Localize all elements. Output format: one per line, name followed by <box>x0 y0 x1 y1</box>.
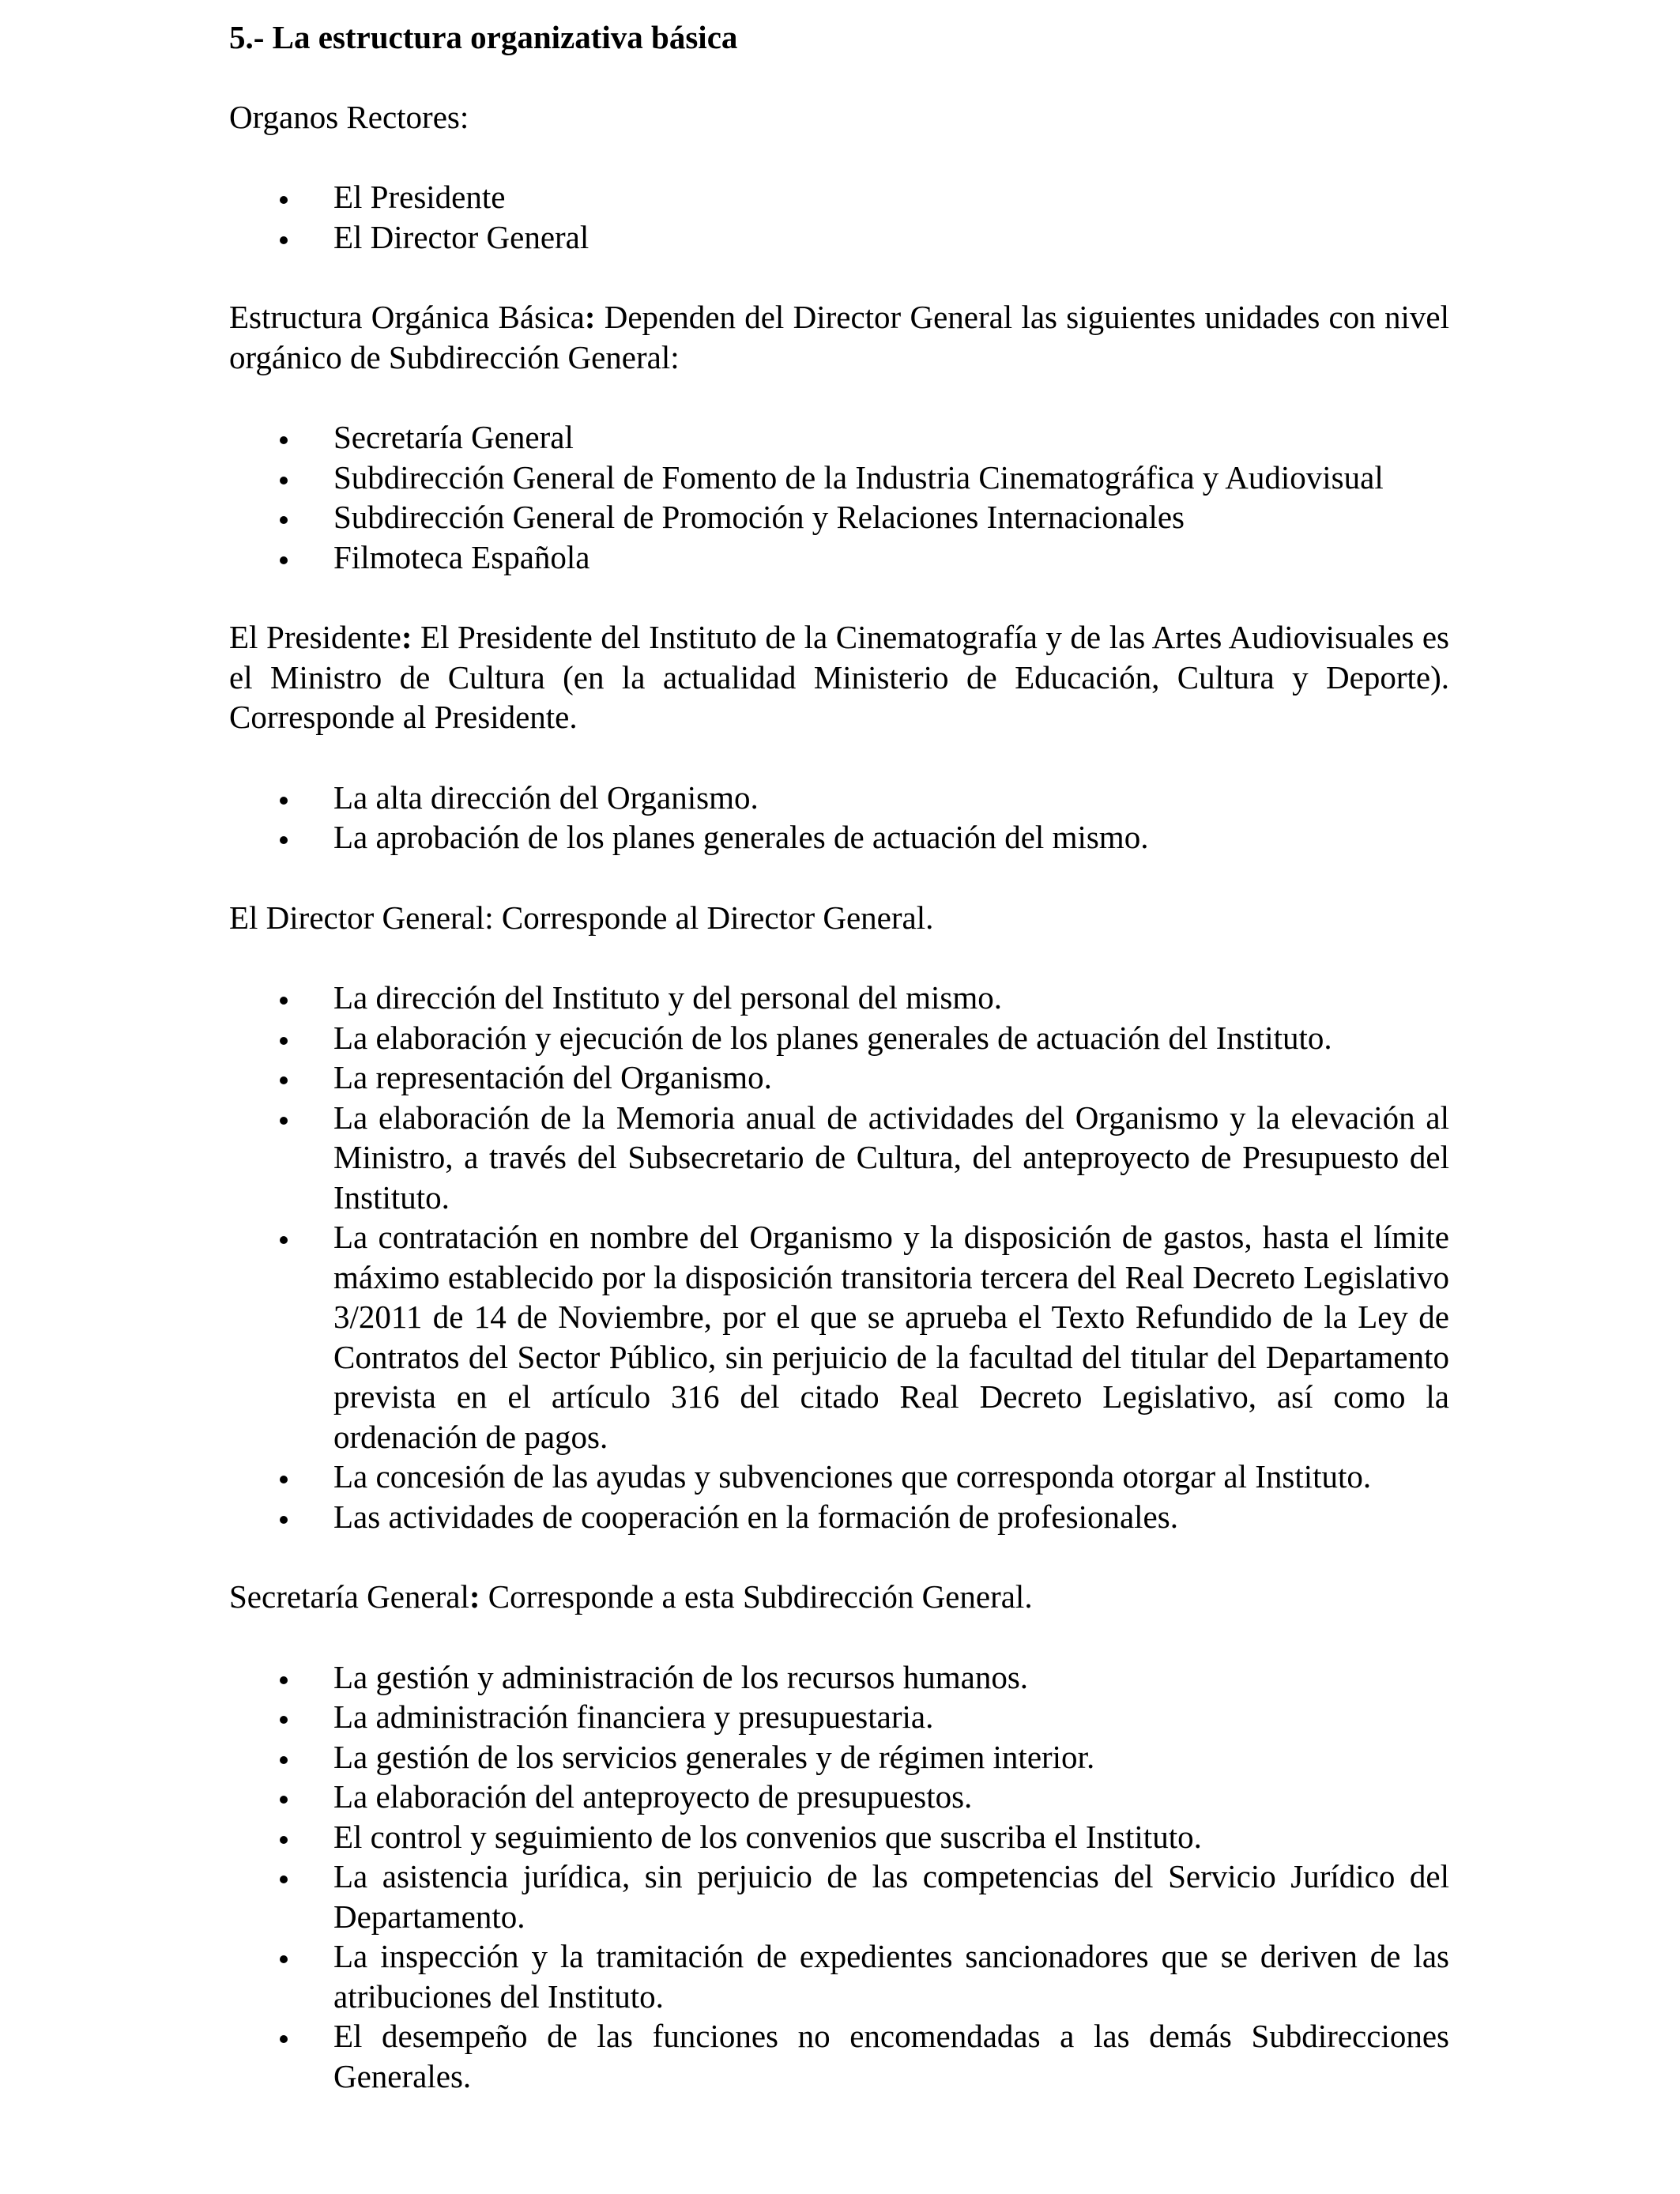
list-item: Subdirección General de Promoción y Relaciones Internacionales <box>333 499 1185 535</box>
list-item: La aprobación de los planes generales de actuación del mismo. <box>333 819 1149 855</box>
secretaria-paragraph <box>229 1577 1449 1617</box>
list-item: El Presidente <box>333 179 506 215</box>
list-item: La elaboración y ejecución de los planes generales de actuación del Instituto. <box>333 1019 1332 1056</box>
presidente-text: El Presidente del Instituto de la Cinematografía y de las Artes Audiovisuales es el Ministro de Cultura (en la actualidad Ministerio de Educación, Cultura y Deporte). Corresponde al Presidente. <box>229 619 1450 735</box>
list-item: La inspección y la tramitación de expedientes sancionadores que se deriven de las atribuciones del Instituto. <box>333 1938 1449 2015</box>
secretaria-colon: : <box>469 1578 480 1615</box>
organos-list <box>229 177 1449 257</box>
estructura-list <box>229 417 1449 577</box>
list-item: La dirección del Instituto y del personal del mismo. <box>333 979 1002 1016</box>
list-item: Filmoteca Española <box>333 538 590 575</box>
estructura-colon: : <box>584 299 596 335</box>
secretaria-text: Corresponde a esta Subdirección General. <box>480 1578 1033 1615</box>
list-item: El control y seguimiento de los convenios que suscriba el Instituto. <box>333 1818 1202 1855</box>
list-item: La asistencia jurídica, sin perjuicio de las competencias del Servicio Jurídico del Departamento. <box>333 1858 1449 1935</box>
list-item: La gestión de los servicios generales y de régimen interior. <box>333 1738 1095 1775</box>
document-page <box>229 17 1449 2136</box>
section-title: 5.- La estructura organizativa básica <box>229 19 738 55</box>
estructura-text: Dependen del Director General las siguientes unidades con nivel orgánico de Subdirección General: <box>229 299 1450 375</box>
list-item: La elaboración del anteproyecto de presupuestos. <box>333 1778 973 1815</box>
presidente-list <box>229 778 1449 858</box>
presidente-lead: El Presidente <box>229 619 401 655</box>
list-item: Secretaría General <box>333 419 574 455</box>
list-item: El desempeño de las funciones no encomendadas a las demás Subdirecciones Generales. <box>333 2018 1449 2094</box>
list-item: Las actividades de cooperación en la formación de profesionales. <box>333 1498 1178 1535</box>
list-item: La contratación en nombre del Organismo y la disposición de gastos, hasta el límite máximo establecido por la disposición transitoria tercera del Real Decreto Legislativo 3/2011 de 14 de Noviembre, por el que se aprueba el Texto Refundido de la Ley de Contratos del Sector Público, sin perjuicio de la facultad del titular del Departamento prevista en el artículo 316 del citado Real Decreto Legislativo, así como la ordenación de pagos. <box>333 1219 1449 1455</box>
list-item: La representación del Organismo. <box>333 1059 772 1095</box>
director-list <box>229 978 1449 1536</box>
list-item: La gestión y administración de los recursos humanos. <box>333 1658 1029 1695</box>
director-paragraph: El Director General: Corresponde al Director General. <box>229 899 934 936</box>
presidente-colon: : <box>401 619 412 655</box>
list-item: La alta dirección del Organismo. <box>333 778 759 816</box>
list-item: El Director General <box>333 218 590 255</box>
secretaria-list <box>229 1657 1449 2097</box>
estructura-paragraph <box>229 297 1449 377</box>
estructura-lead: Estructura Orgánica Básica <box>229 299 585 335</box>
presidente-paragraph <box>229 617 1449 737</box>
organos-heading: Organos Rectores: <box>229 98 469 135</box>
list-item: La elaboración de la Memoria anual de actividades del Organismo y la elevación al Ministro, a través del Subsecretario de Cultura, del anteproyecto de Presupuesto del Instituto. <box>333 1099 1449 1216</box>
secretaria-lead: Secretaría General <box>229 1578 469 1615</box>
list-item: La concesión de las ayudas y subvenciones que corresponda otorgar al Instituto. <box>333 1458 1372 1495</box>
list-item: Subdirección General de Fomento de la Industria Cinematográfica y Audiovisual <box>333 458 1384 496</box>
list-item: La administración financiera y presupuestaria. <box>333 1698 934 1735</box>
